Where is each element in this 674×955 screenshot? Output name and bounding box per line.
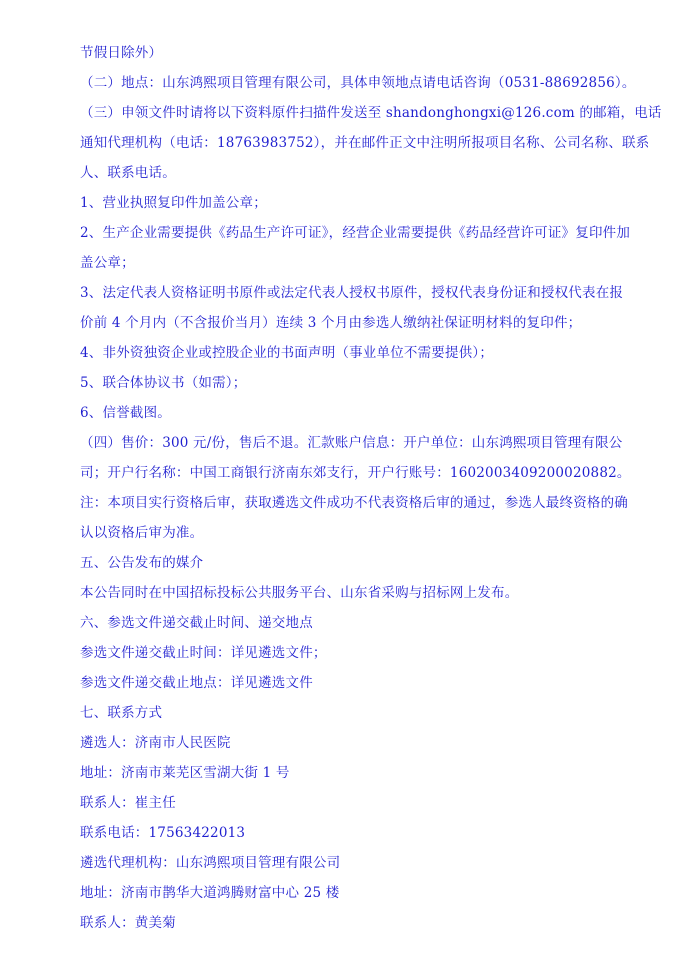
section-heading: 七、联系方式 xyxy=(80,705,163,721)
text-line: 价前 4 个月内（不含报价当月）连续 3 个月由参选人缴纳社保证明材料的复印件； xyxy=(80,315,582,331)
text-line: （四）售价：300 元/份，售后不退。汇款账户信息：开户单位：山东鸿熙项目管理有限公 xyxy=(80,435,623,451)
text-line: 节假日除外） xyxy=(80,45,163,61)
text-line: 联系电话：17563422013 xyxy=(80,825,246,841)
text-line: 遴选代理机构：山东鸿熙项目管理有限公司 xyxy=(80,855,341,871)
text-line: 1、营业执照复印件加盖公章； xyxy=(80,195,267,211)
text-line: 通知代理机构（电话：18763983752），并在邮件正文中注明所报项目名称、公司名称、联系 xyxy=(80,135,650,151)
text-line: 4、非外资独资企业或控股企业的书面声明（事业单位不需要提供）； xyxy=(80,345,494,361)
text-line: 认以资格后审为准。 xyxy=(80,525,204,541)
section-heading: 五、公告发布的媒介 xyxy=(80,555,204,571)
text-line: 注：本项目实行资格后审，获取遴选文件成功不代表资格后审的通过，参选人最终资格的确 xyxy=(80,495,628,511)
text-line: 司；开户行名称：中国工商银行济南东郊支行，开户行账号：1602003409200020882。 xyxy=(80,465,631,481)
text-line: 遴选人：济南市人民医院 xyxy=(80,735,231,751)
text-line: 参选文件递交截止时间：详见遴选文件； xyxy=(80,645,327,661)
text-line: 联系人：崔主任 xyxy=(80,795,176,811)
section-heading: 六、参选文件递交截止时间、递交地点 xyxy=(80,615,313,631)
text-line: 本公告同时在中国招标投标公共服务平台、山东省采购与招标网上发布。 xyxy=(80,585,519,601)
text-line: 参选文件递交截止地点：详见遴选文件 xyxy=(80,675,313,691)
text-line: 联系人：黄美菊 xyxy=(80,915,176,931)
text-line: 人、联系电话。 xyxy=(80,165,176,181)
text-line: 盖公章； xyxy=(80,255,135,271)
text-line: （三）申领文件时请将以下资料原件扫描件发送至 shandonghongxi@126.com 的邮箱，电话 xyxy=(80,105,662,121)
text-line: （二）地点：山东鸿熙项目管理有限公司，具体申领地点请电话咨询（0531-88692856）。 xyxy=(80,75,636,91)
text-line: 5、联合体协议书（如需）； xyxy=(80,375,247,391)
text-line: 2、生产企业需要提供《药品生产许可证》，经营企业需要提供《药品经营许可证》复印件加 xyxy=(80,225,631,241)
text-line: 地址：济南市鹊华大道鸿腾财富中心 25 楼 xyxy=(80,885,340,901)
text-line: 地址：济南市莱芜区雪湖大街 1 号 xyxy=(80,765,290,781)
text-line: 3、法定代表人资格证明书原件或法定代表人授权书原件，授权代表身份证和授权代表在报 xyxy=(80,285,624,301)
text-line: 6、信誉截图。 xyxy=(80,405,171,421)
